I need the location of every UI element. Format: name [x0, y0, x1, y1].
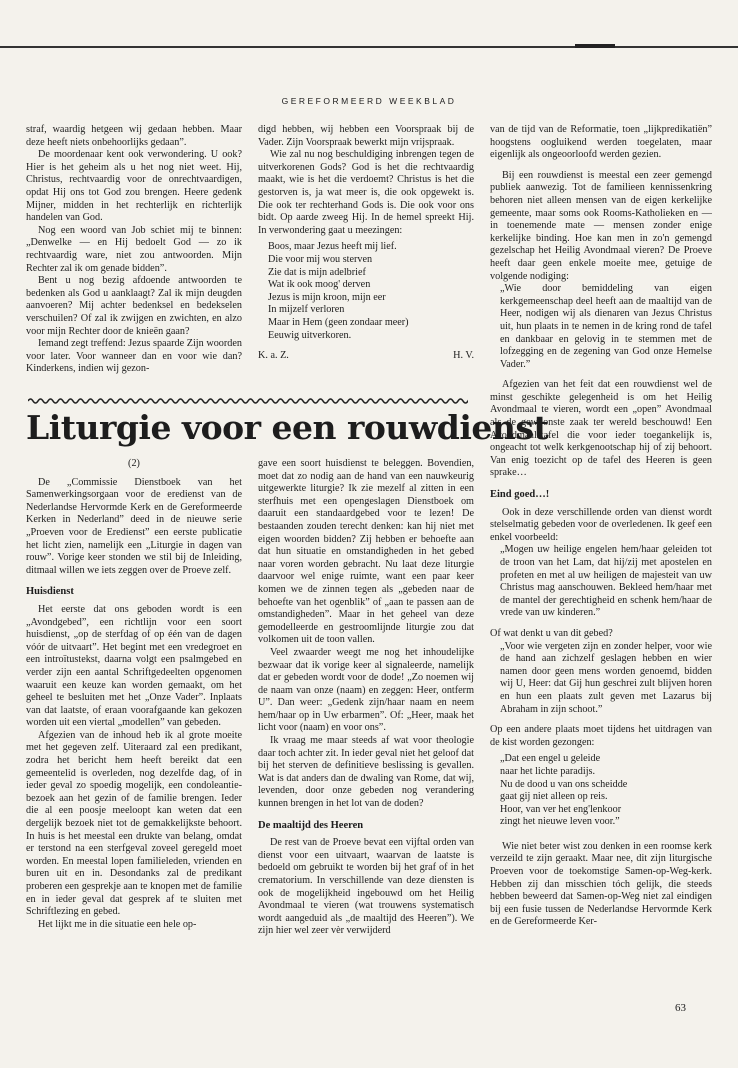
column-1-top [26, 124, 242, 376]
paragraph: Wie niet beter wist zou denken in een roomse kerk verzeild te zijn geraakt. Maar nee, dit zijn liturgische Proeven voor de toekomstige Samen-op-Weg-kerk. Hebben zij dan misschien tóch gelijk, die steeds hebben beweerd dat Samen-op-Weg niet zal eindigen bij een fusie tussen de Nederlandse Hervormde Kerk en de Gereformeerde Ker- [490, 840, 712, 928]
paragraph: Veel zwaarder weegt me nog het inhoudelijke bezwaar dat ik vorige keer al signaleerde, namelijk dat er gebeden wordt voor de dode! „Zo noemen wij de naam van onze (naam) en zeggen: Heer, ontferm U”. Dan weer: „Gedenk zijn/haar naam en neem hem/haar op in Uw erbarmen”. Of: „Heer, maak het licht voor (naam) en voor ons”. [258, 646, 474, 734]
paragraph: Bij een rouwdienst is meestal een zeer gemengd publiek aanwezig. Tot de familieen kennissenkring behoren niet alleen mensen van de eigen kerkelijke gemeente, maar soms ook Rooms-Katholieken en — in toenemende mate — mensen zonder enige kerkelijke binding. Hoe kan men in zo'n gemengd gezelschap het Heilig Avondmaal vieren? De Proeve heeft daar geen enkele moeite mee, getuige de volgende nodiging: [490, 169, 712, 282]
poem-line: Die voor mij wou sterven [268, 253, 373, 265]
poem-line: Eeuwig uitverkoren. [268, 329, 352, 341]
top-rule [0, 46, 738, 48]
poem-line: Wat ik ook moog' derven [268, 279, 371, 291]
poem-line: gaat gij niet alleen op reis. [500, 791, 608, 803]
poem-line: Maar in Hem (geen zondaar meer) [268, 316, 409, 328]
top-mark [575, 44, 615, 48]
paragraph: straf, waardig hetgeen wij gedaan hebben. Maar deze heeft niets onbehoorlijks gedaan”. [26, 124, 242, 148]
article-title: Liturgie voor een rouwdienst [26, 408, 549, 447]
paragraph: Iemand zegt treffend: Jezus spaarde Zijn woorden voor later. Voor wanneer dan en voor wie dan? Kinderkens, indien wij gezon- [26, 338, 242, 375]
quotation: „Wie door bemiddeling van eigen kerkgemeenschap deel heeft aan de maaltijd van de Heer, nodigen wij als dienaren van Jezus Christus uit, hun plaats in te nemen in de kring rond de tafel en dankbaar en gelovig in te stemmen met de lofzegging en de zegening van God onze Hemelse Vader.” [500, 283, 712, 370]
paragraph: Afgezien van het feit dat een rouwdienst wel de minst geschikte gelegenheid is om het Heilig Avondmaal te vieren, wordt een „open” Avondmaal als de gewoonste zaak ter wereld beschouwd! Een Avondmaalstafel die voor ieder toegankelijk is, ongeacht tot welk kerkgenootschap hij of zij behoort. Van enig toezicht op de tafel des Heeren is geen sprake… [490, 379, 712, 479]
poem-line: Zie dat is mijn adelbrief [268, 266, 366, 278]
running-header: GEREFORMEERD WEEKBLAD [281, 96, 457, 106]
paragraph: De „Commissie Dienstboek van het Samenwerkingsorgaan voor de eredienst van de Nederlandse Hervormde Kerk en de Gereformeerde Kerken in Nederland” deed in de nieuwe serie „Proeven voor de Eredienst” een eerste publicatie het licht zien, namelijk een „Liturgie in dagen van rouw”. Vorige keer stonden we stil bij de Inleiding, ditmaal willen we iets zeggen over de Proeve zelf. [26, 476, 242, 576]
signature-right: H. V. [453, 350, 474, 362]
subheading: Huisdienst [26, 586, 74, 598]
poem-line: „Dat een engel u geleide [500, 753, 601, 765]
paragraph: Wie zal nu nog beschuldiging inbrengen tegen de uitverkorenen Gods? God is het die rechtvaardig maakt, wie is het die verdoemt? Christus is het die gestorven is, ja wat meer is, die ook opgewekt is. Die ook ter rechterhand Gods is. Die ook voor ons bidt. Op aarde zweeg Hij. In de hemel spreekt Hij. In verwondering gaat u meezingen: [258, 149, 474, 236]
paragraph: Ook in deze verschillende orden van dienst wordt stelselmatig gebeden voor de overledenen. Ik geef een enkel voorbeeld: [490, 506, 712, 543]
quotation: „Voor wie vergeten zijn en zonder helper, voor wie de hand aan zichzelf geslagen hebben en wier namen door geen mens worden genoemd, bidden wij U, Heer: dat Gij hun geschrei zult blijven horen en hun een plaats zult geven met Lazarus bij Abraham in zijn schoot.” [500, 640, 712, 715]
paragraph: De moordenaar kent ook verwondering. U ook? Hier is het geheim als u het nog niet weet. Hij, Christus, rechtvaardig voor de onrechtvaardigen, opdat Hij ons tot God zou brengen. Heere gedenk Mijner, midden in het rechterlijk en richterlijk handelen van God. [26, 149, 242, 224]
paragraph: digd hebben, wij hebben een Voorspraak bij de Vader. Zijn Voorspraak bewerkt mijn vrijspraak. [258, 124, 474, 148]
paragraph: Afgezien van de inhoud heb ik al grote moeite met het gegeven zelf. Uiteraard zal een predikant, zodra het bericht hem heeft bereikt dat een gemeentelid is overleden, nog dezelfde dag, of in ieder geval zo spoedig mogelijk, een condoleantie-bezoek aan het gezin of de familie brengen. Ieder die al een poosje meeloopt kan weten dat een dergelijk bezoek niet tot de gemakkelijkste behoort. In huis is het meestal een drukte van belang, omdat er terstond na een sterfgeval zoveel geregeld moet worden. En meestal lopen familieleden, vrienden en buren uit en in. Desondanks zal de predikant proberen een gesprekje aan te knopen met de familie en in ieder geval dat gesprek af te sluiten met Schriftlezing en gebed. [26, 729, 242, 918]
paragraph: gave een soort huisdienst te beleggen. Bovendien, moet dat zo nodig aan de hand van een nauwkeurig uitgewerkte liturgie? Ik zie mezelf al zitten in een sterfhuis met een opengeslagen Dienstboek om daaruit een standaardgebed voor te lezen! De bestaanden zouden terecht denken: kan hij niet met eigen woorden bidden? Zij hebben er behoefte aan dat hun situatie en omstandigheden in het gebed naar voren worden gebracht. Nu laat deze liturgie daarvoor wel enige ruimte, want een paar keer komen we de zinnen tegen als „gebeden naar de behoefte van het ogenblik” of „aan te passen aan de omstandigheden”. Maar in het geheel van deze gemodelleerde en gestroomlijnde liturgie zou dat volkomen uit de toon vallen. [258, 458, 474, 646]
poem-line: Boos, maar Jezus heeft mij lief. [268, 241, 397, 253]
poem-line: zingt het nieuwe leven voor.” [500, 816, 620, 828]
poem [268, 241, 474, 342]
subheading: Eind goed…! [490, 489, 550, 501]
paragraph: Het eerste dat ons geboden wordt is een „Avondgebed”, een richtlijn voor een soort huisdienst, „op de sterfdag of op één van de dagen vóór de uitvaart”. Het begint met een vredegroet en een introïtustekst, daarna volgt een psalmgebed en verder zijn een aantal Schriftgedeelten opgenomen waaruit een keuze kan worden gemaakt, om het geheel te besluiten met het „Onze Vader”. Inplaats van dat laatste, of eraan voorafgaande kan gekozen worden uit een viertal „modellen” van gebeden. [26, 603, 242, 729]
poem-line: naar het lichte paradijs. [500, 765, 596, 777]
poem-line: Nu de dood u van ons scheidde [500, 778, 628, 790]
paragraph: De rest van de Proeve bevat een vijftal orden van dienst voor een uitvaart, waarvan de laatste is bedoeld om gebruikt te worden bij het graf of in het crematorium. In verschillende van deze diensten is ook de mogelijkheid ingebouwd om het Heilig Avondmaal te vieren (wat trouwens systematisch wordt aangeduid als „de maaltijd des Heeren”). We zijn hier wel zeer vèr verwijderd [258, 837, 474, 937]
paragraph: Bent u nog bezig afdoende antwoorden te bedenken als God u aanklaagt? Zal ik mijn deugden aanvoeren? Mij achter bedenksel en bedekselen verschuilen? Of zal ik zwijgen en zwichten, en alzo voor mijn Rechter door de knieën gaan? [26, 275, 242, 337]
column-1-bottom [26, 458, 242, 931]
paragraph: Het lijkt me in die situatie een hele op- [38, 918, 197, 930]
page-number: 63 [675, 1002, 686, 1014]
paragraph: van de tijd van de Reformatie, toen „lijkpredikatiën” hoogstens oogluikend werden toegelaten, maar eigenlijk als ongeoorloofd werden gezien. [490, 124, 712, 161]
poem-line: Hoor, van ver het eng'lenkoor [500, 803, 622, 815]
part-number: (2) [128, 458, 140, 469]
paragraph: Nog een woord van Job schiet mij te binnen: „Denwelke — en Hij bedoelt God — zo ik rechtvaardig ware, niet zou antwoorden. Mijn Rechter zal ik om genade bidden”. [26, 224, 242, 274]
poem [500, 753, 712, 829]
paragraph: Op een andere plaats moet tijdens het uitdragen van de kist worden gezongen: [490, 724, 712, 748]
wavy-divider [28, 397, 468, 405]
column-2-bottom [258, 458, 474, 938]
paragraph: Ik vraag me maar steeds af wat voor theologie daar toch achter zit. In ieder geval niet het geloof dat bij het sterven de definitieve beslissing is gevallen. Wat is dat anders dan de dwaling van Rome, dat wij, levenden, door onze gebeden nog verandering kunnen brengen in het lot van de doden? [258, 735, 474, 810]
column-2-top [258, 124, 474, 363]
signature [258, 350, 474, 363]
poem-line: In mijzelf verloren [268, 304, 345, 316]
column-3 [490, 124, 712, 929]
subheading: De maaltijd des Heeren [258, 819, 364, 831]
paragraph: Of wat denkt u van dit gebed? [490, 627, 613, 639]
poem-line: Jezus is mijn kroon, mijn eer [268, 291, 386, 303]
quotation: „Mogen uw heilige engelen hem/haar geleiden tot de troon van het Lam, dat hij/zij met apostelen en profeten en met al uw heiligen de majesteit van uw Christus mag aanschouwen. Bekleed hem/haar met de mantel der gerechtigheid en schenk hem/haar de vrede van uw kinderen.” [500, 544, 712, 619]
signature-left: K. a. Z. [258, 350, 289, 362]
